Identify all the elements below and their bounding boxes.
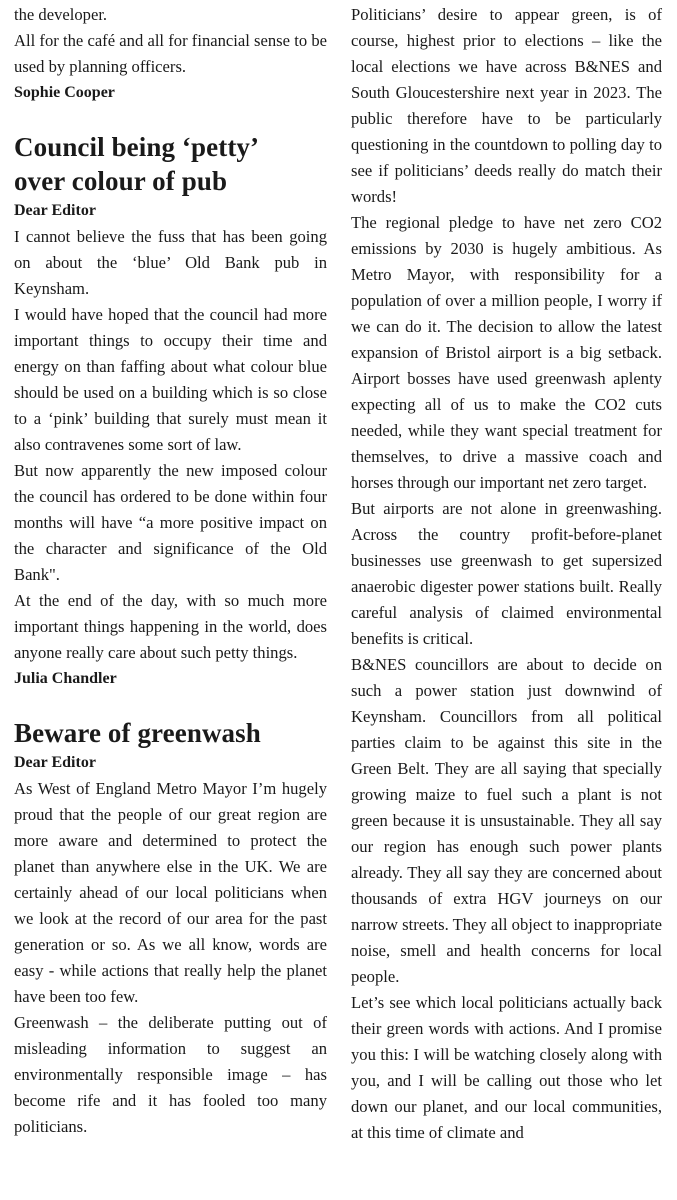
letter2-continued-paragraph: B&NES councillors are about to decide on such a power station just downwind of Keynsham. Councillors from all political parties claim to be against this site in the Green Belt. They are all saying that specially growing maize to fuel such a plant is not green because it is unsustainable. They all say our region has enough such power plants already. They all say they are concerned about thousands of extra HGV journeys on our narrow streets. They all object to inappropriate noise, smell and health concerns for local people. [351,655,662,986]
letter1-headline-line1: Council being ‘petty’ [14,132,260,162]
letter2-paragraph: Greenwash – the deliberate putting out of misleading information to suggest an environmentally responsible image – has become rife and it has fooled too many politicians. [14,1013,327,1136]
letter2-continued-paragraph: Politicians’ desire to appear green, is of course, highest prior to elections – like the local elections we have across B&NES and South Gloucestershire next year in 2023. The public therefore have to be particularly questioning in the countdown to polling day to see if politicians’ deeds really do match their words! [351,5,662,206]
intro-paragraph: All for the café and all for financial sense to be used by planning officers. [14,31,327,76]
letter2-continued-paragraph: Let’s see which local politicians actually back their green words with actions. And I promise you this: I will be watching closely along with you, and I will be calling out those who let down our planet, and our local communities, at this time of climate and [351,993,662,1142]
letter2-headline: Beware of greenwash [14,718,261,748]
letter1-headline [14,130,327,198]
right-column [351,2,662,1146]
letter2-salutation: Dear Editor [14,754,96,771]
letter1-paragraph: I cannot believe the fuss that has been going on about the ‘blue’ Old Bank pub in Keynsham. [14,227,327,298]
letter1-salutation: Dear Editor [14,202,96,219]
letter1-paragraph: But now apparently the new imposed colour the council has ordered to be done within four months will have “a more positive impact on the character and significance of the Old Bank". [14,461,327,584]
letter1-paragraph: I would have hoped that the council had more important things to occupy their time and energy on than faffing about what colour blue should be used on a building which is so close to a ‘pink’ building that surely must mean it also contravenes some sort of law. [14,305,327,454]
letter1-paragraph: At the end of the day, with so much more important things happening in the world, does anyone really care about such petty things. [14,591,327,662]
left-column [14,2,327,1140]
intro-signature: Sophie Cooper [14,84,115,101]
letter2-paragraph: As West of England Metro Mayor I’m hugely proud that the people of our great region are more aware and determined to protect the planet than anywhere else in the UK. We are certainly ahead of our local politicians when we look at the record of our area for the past generation or so. As we all know, words are easy - while actions that really help the planet have been too few. [14,779,327,1006]
intro-paragraph: the developer. [14,5,108,24]
letter1-signature: Julia Chandler [14,670,117,687]
letter2-continued-paragraph: But airports are not alone in greenwashing. Across the country profit-before-planet businesses use greenwash to get supersized anaerobic digester power stations built. Really careful analysis of claimed environmental benefits is critical. [351,499,662,648]
letter1-headline-line2: over colour of pub [14,166,228,196]
letter2-continued-paragraph: The regional pledge to have net zero CO2 emissions by 2030 is hugely ambitious. As Metro Mayor, with responsibility for a population of over a million people, I worry if we can do it. The decision to allow the latest expansion of Bristol airport is a big setback. Airport bosses have used greenwash aplenty expecting all of us to make the CO2 cuts needed, while they want special treatment for themselves, to drive a massive coach and horses through our important net zero target. [351,213,662,492]
